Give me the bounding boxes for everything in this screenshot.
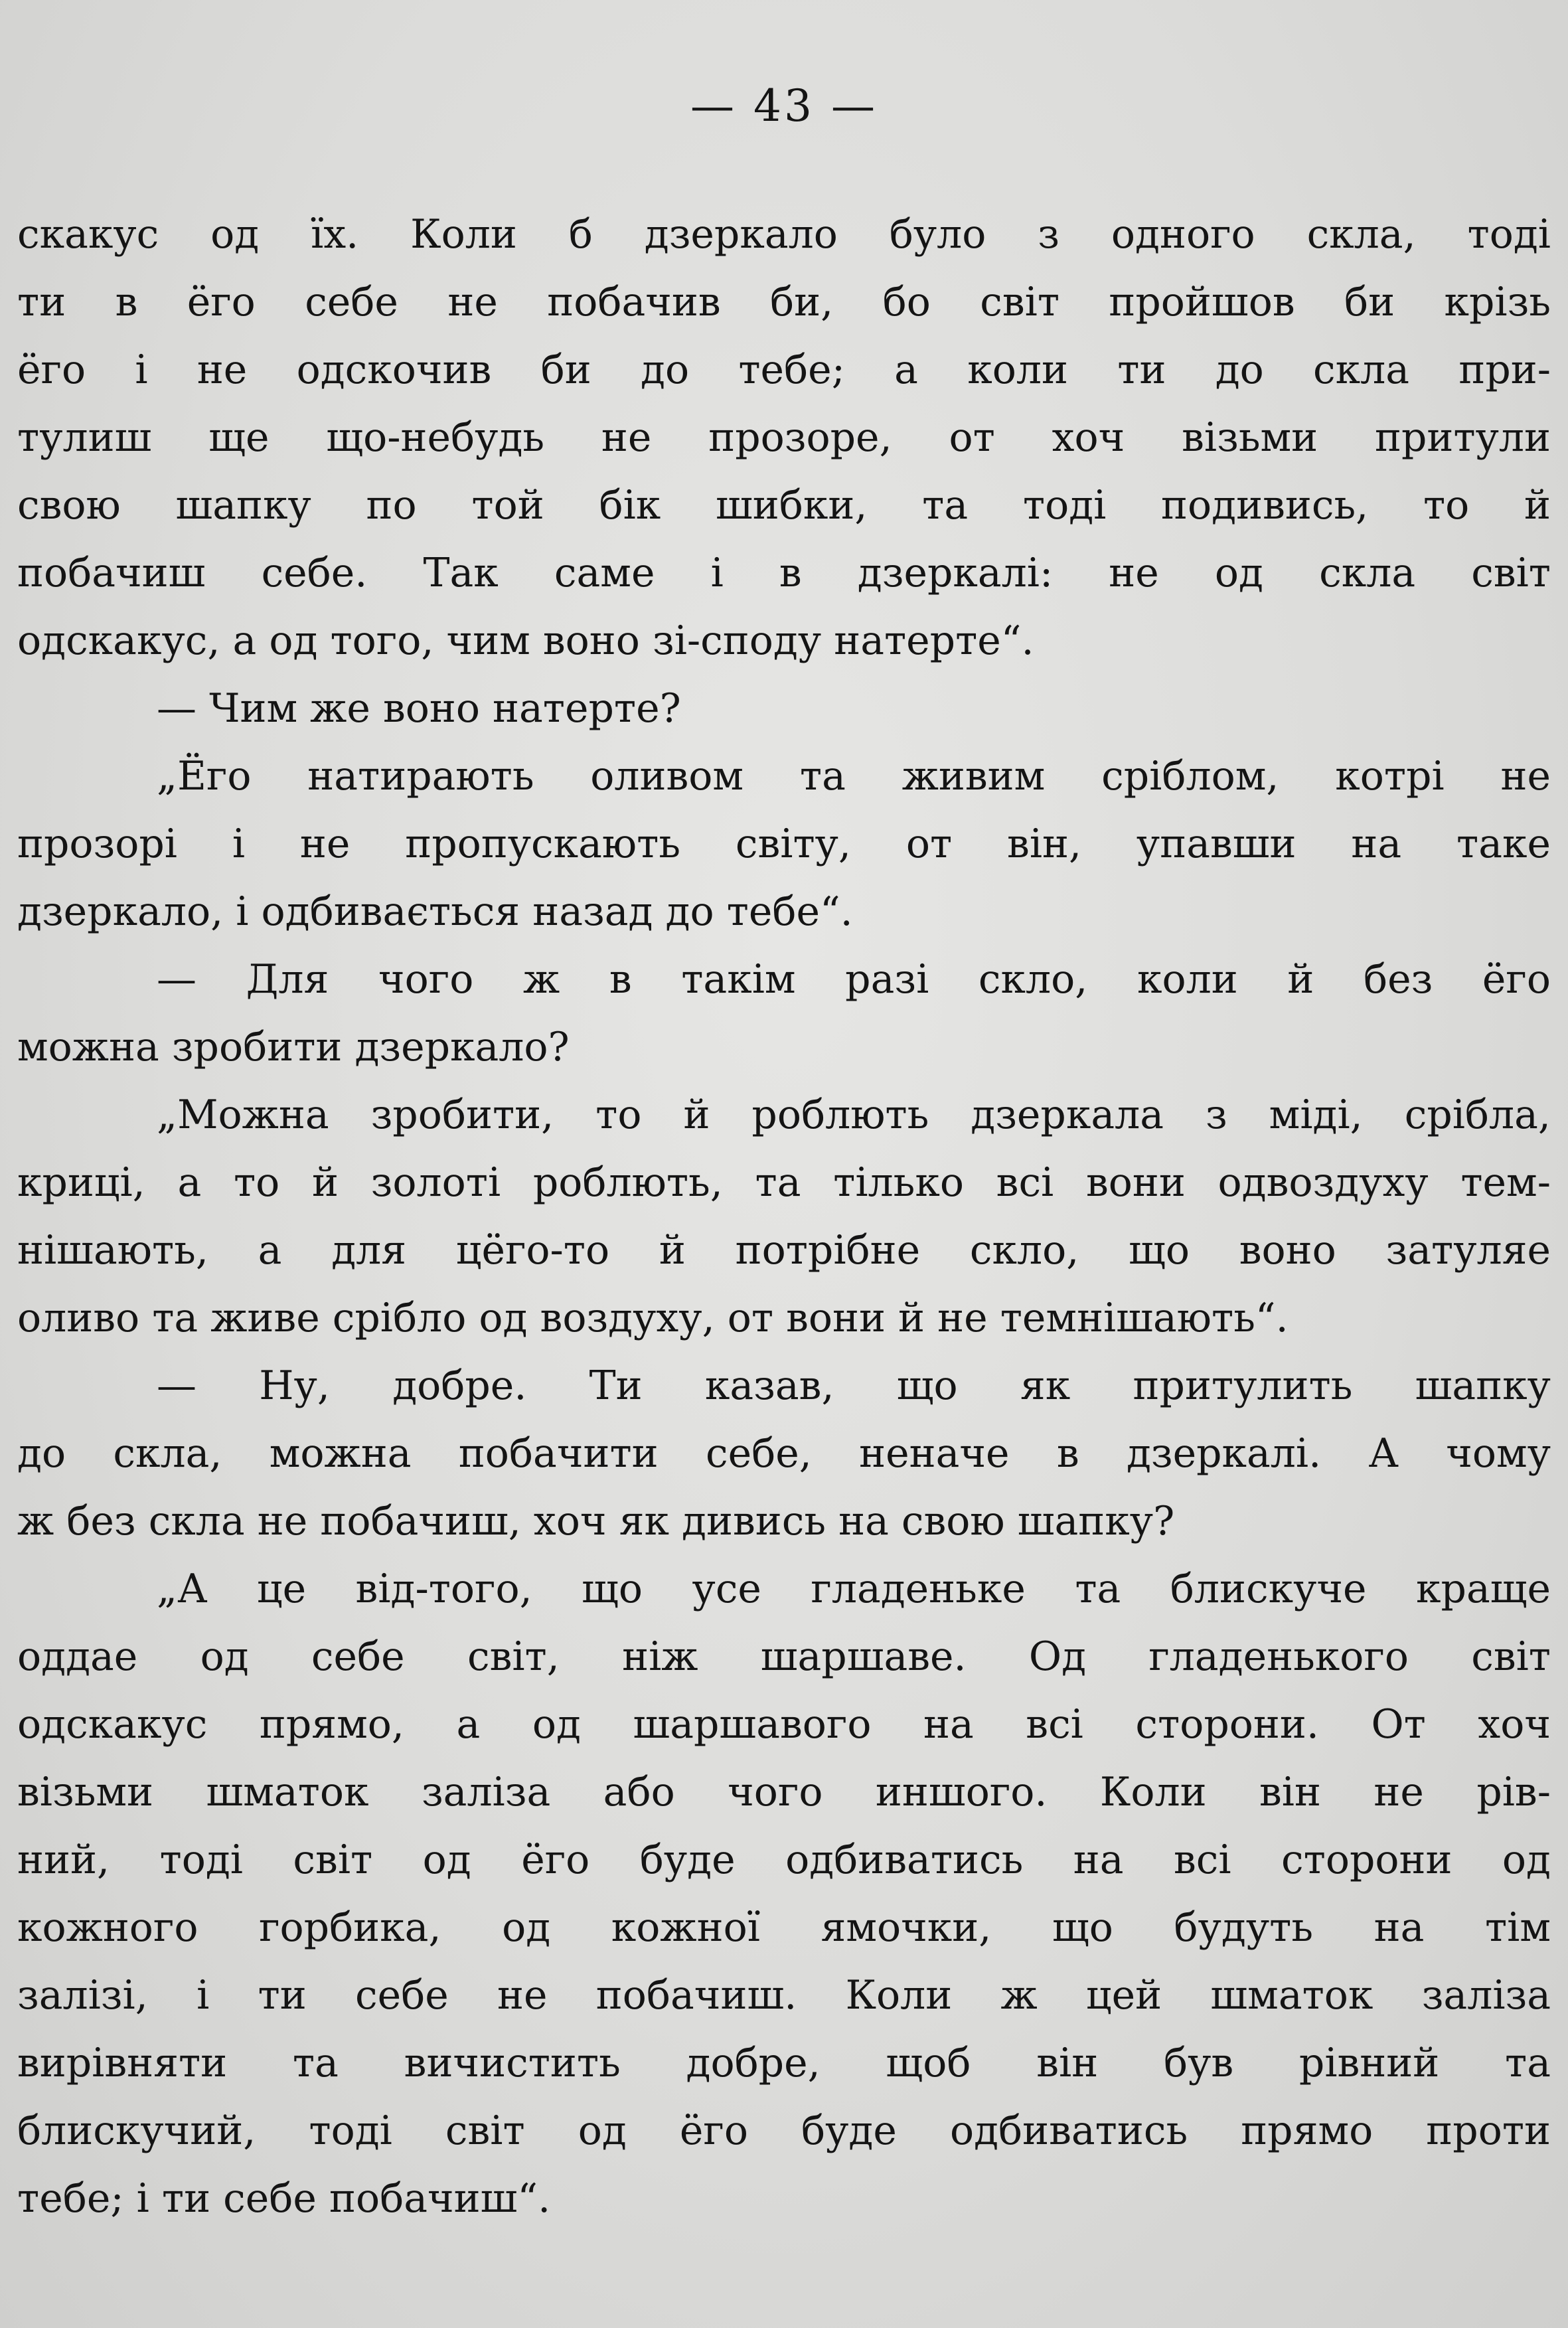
paragraph (17, 675, 1551, 742)
text-line: ти в ёго себе не побачив би, бо світ пройшов би крізь (17, 279, 1551, 325)
text-line: можна зробити дзеркало? (17, 1024, 570, 1070)
text-line: нішають, а для цёго-то й потрібне скло, що воно затуляе (17, 1227, 1551, 1274)
text-line: — Для чого ж в такім разі скло, коли й без ёго (157, 956, 1551, 1003)
text-line: одскакус прямо, а од шаршавого на всі сторони. От хоч (17, 1701, 1551, 1748)
paragraph (17, 201, 1551, 675)
text-body (17, 201, 1551, 2232)
page-number: — 43 — (690, 80, 878, 131)
text-line: блискучий, тоді світ од ёго буде одбиватись прямо проти (17, 2108, 1551, 2154)
text-line: „Ёго натирають оливом та живим сріблом, котрі не (157, 753, 1551, 799)
text-line: скакус од їх. Коли б дзеркало було з одного скла, тоді (17, 211, 1551, 258)
text-line: — Чим же воно натерте? (157, 685, 681, 732)
text-line: тебе; і ти себе побачиш“. (17, 2175, 551, 2222)
text-line: оддае од себе світ, ніж шаршаве. Од гладенького світ (17, 1633, 1551, 1680)
paragraph (17, 1352, 1551, 1555)
text-line: свою шапку по той бік шибки, та тоді подивись, то й (17, 482, 1551, 529)
text-line: дзеркало, і одбивається назад до тебе“. (17, 888, 853, 935)
text-line: одскакус, а од того, чим воно зі-споду натерте“. (17, 618, 1034, 664)
paragraph (17, 1555, 1551, 2232)
text-line: ёго і не одскочив би до тебе; а коли ти до скла при- (17, 347, 1551, 393)
text-line: візьми шматок заліза або чого иншого. Коли він не рів- (17, 1769, 1551, 1815)
text-line: кожного горбика, од кожної ямочки, що будуть на тім (17, 1904, 1551, 1951)
text-line: ний, тоді світ од ёго буде одбиватись на всі сторони од (17, 1837, 1551, 1883)
text-line: „Можна зробити, то й роблють дзеркала з міді, срібла, (157, 1092, 1551, 1138)
text-line: оливо та живе срібло од воздуху, от вони й не темнішають“. (17, 1295, 1289, 1341)
paragraph (17, 1081, 1551, 1352)
text-line: до скла, можна побачити себе, неначе в дзеркалі. А чому (17, 1430, 1551, 1477)
text-line: тулиш ще що-небудь не прозоре, от хоч візьми притули (17, 414, 1551, 461)
text-line: ж без скла не побачиш, хоч як дивись на свою шапку? (17, 1498, 1175, 1544)
paragraph (17, 946, 1551, 1081)
text-line: вирівняти та вичистить добре, щоб він був рівний та (17, 2040, 1551, 2086)
text-line: — Ну, добре. Ти казав, що як притулить шапку (157, 1363, 1551, 1409)
text-line: залізі, і ти себе не побачиш. Коли ж цей шматок заліза (17, 1972, 1551, 2019)
text-line: прозорі і не пропускають світу, от він, упавши на таке (17, 821, 1551, 867)
paragraph (17, 742, 1551, 946)
text-line: „А це від-того, що усе гладеньке та блискуче краще (157, 1566, 1551, 1612)
text-line: побачиш себе. Так саме і в дзеркалі: не од скла світ (17, 550, 1551, 596)
text-line: криці, а то й золоті роблють, та тілько всі вони одвоздуху тем- (17, 1159, 1551, 1206)
